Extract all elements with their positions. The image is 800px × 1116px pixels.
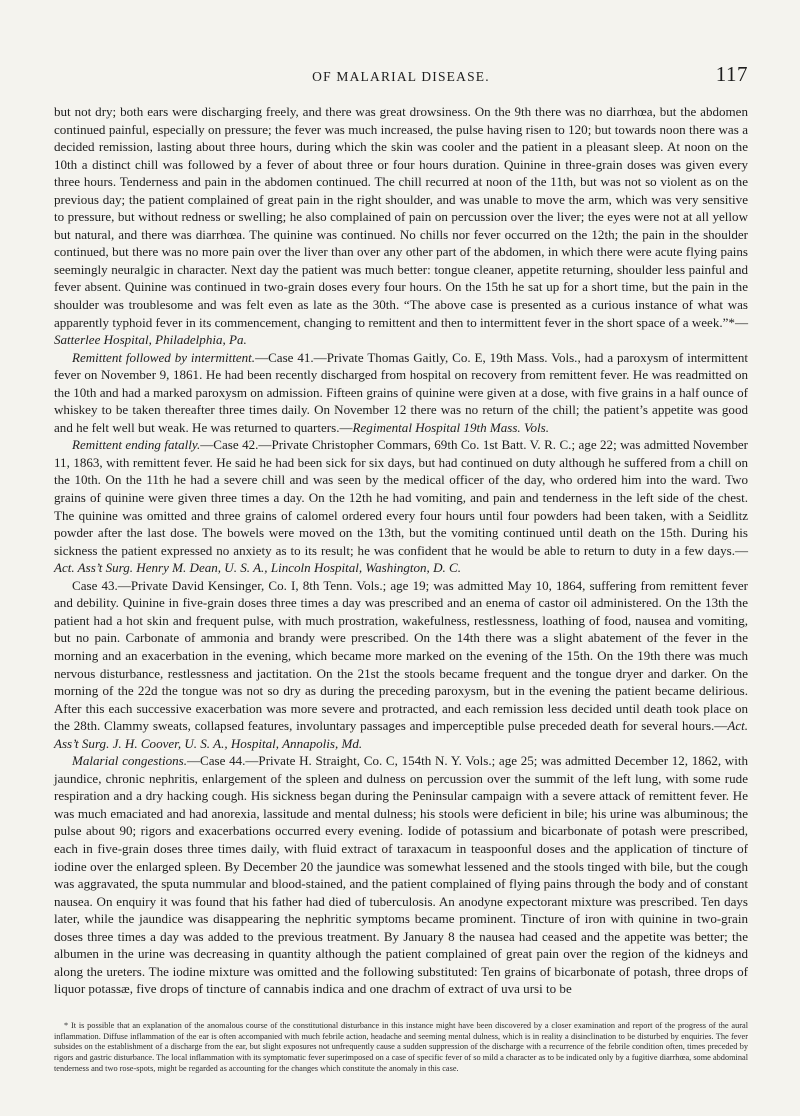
paragraph-case-41 <box>54 349 748 437</box>
paragraph-case-43 <box>54 577 748 752</box>
paragraph-text: but not dry; both ears were discharging freely, and there was great drowsiness. On the 9th there was no diarrhœa, but the abdomen continued painful, especially on pressure; the fever was much increased, the pulse having risen to 120; but towards noon there was a decided remission, lasting about three hours, during which the skin was cooler and the patient in a pleasant sleep. At noon on the 10th a distinct chill was followed by a fever of about three or four hours duration. Quinine in three-grain doses was given every three hours. Tenderness and pain in the abdomen continued. The chill recurred at noon of the 11th, but was not so violent as on the previous day; the patient complained of great pain in the right shoulder, and was unable to move the arm, which was very sensitive to pressure, but without redness or swelling; he also complained of pain on percussion over the liver; the eyes were not at all yellow but natural, and there was diarrhœa. The quinine was continued. No chills nor fever occurred on the 12th; the pain in the shoulder continued, but there was no more pain over the liver than over any other part of the abdomen, in which there were acute flying pains seemingly neuralgic in character. Next day the patient was much better: tongue cleaner, appetite returning, shoulder less painful and fever absent. Quinine was continued in two-grain doses every four hours. On the 15th he sat up for a short time, but the pain in the shoulder was troublesome and was felt even as late as the 30th. “The above case is presented as a curious instance of what was apparently typhoid fever in its commencement, changing to remittent and then to intermittent fever in the short space of a week.”*— <box>54 104 748 330</box>
paragraph-text: —Case 42.—Private Christopher Commars, 69th Co. 1st Batt. V. R. C.; age 22; was admitted November 11, 1863, with remittent fever. He said he had been sick for six days, but had continued on duty although he suffered from a chill on the 10th. On the 11th he had a severe chill and was seen by the medical officer of the day, who ordered him into the ward. Two grains of quinine were given three times a day. On the 12th he had vomiting, and pain and tenderness in the left side of the chest. The quinine was omitted and three grains of calomel ordered every four hours until four powders had been taken, with a Seidlitz powder after the last dose. The bowels were moved on the 13th, but the vomiting continued until death on the 15th. During his sickness the patient expressed no anxiety as to its result; he was confident that he would be able to return to duty in a few days.— <box>54 437 748 558</box>
page-number: 117 <box>715 62 748 86</box>
section-heading: Remittent ending fatally. <box>72 437 201 453</box>
section-heading: Remittent followed by intermittent. <box>72 349 256 365</box>
hospital-attribution: Act. Ass’t Surg. Henry M. Dean, U. S. A., Lincoln Hospital, Washington, D. C. <box>54 560 461 576</box>
footnote: * It is possible that an explanation of the anomalous course of the constitutional disturbance in this instance might have been discovered by a closer examination and report of the progress of the aural inflammation. Diffuse inflammation of the ear is often accompanied with much febrile action, headache and seeming mental dulness, which is in reality a disinclination to be disturbed by enquiries. The fever subsides on the establishment of a discharge from the ear, but slight exposures not unfrequently cause a sudden suppression of the discharge with a recurrence of the febrile condition often, times preceded by rigors and gastric disturbance. The local inflammation with its symptomatic fever superimposed on a case of specific fever of so mild a character as to be indicated only by a fugitive diarrhœa, some abdominal tenderness and two rose-spots, might be regarded as accounting for the changes which constitute the anomaly in this case. <box>54 1021 748 1073</box>
section-heading: Malarial congestions. <box>72 753 187 769</box>
paragraph-case-44 <box>54 752 748 998</box>
hospital-attribution: Regimental Hospital 19th Mass. Vols. <box>352 419 549 435</box>
paragraph-case-42 <box>54 436 748 576</box>
paragraph-text: Case 43.—Private David Kensinger, Co. I, 8th Tenn. Vols.; age 19; was admitted May 10, 1864, suffering from remittent fever and debility. Quinine in five-grain doses three times a day was prescribed and an enema of castor oil administered. On the 13th the patient had a hot skin and frequent pulse, with much prostration, wakefulness, restlessness, loathing of food, nausea and vomiting, but no pain. Carbonate of ammonia and brandy were prescribed. On the 14th there was a slight abatement of the fever in the morning and an exacerbation in the evening, which became more marked on the evening of the 15th. On the 19th there was much nervous disturbance, restlessness and jactitation. On the 21st the stools became frequent and the tongue dryer and darker. On the morning of the 22d the tongue was not so dry as during the preceding paroxysm, but in the evening the patient became delirious. After this each successive exacerbation was more severe and protracted, and each remission less decided until death took place on the 28th. Clammy sweats, collapsed features, involuntary passages and imperceptible pulse preceded death for several hours.— <box>54 577 748 734</box>
page-header <box>54 62 748 92</box>
hospital-attribution: Act. Ass’t Surg. J. H. Coover, U. S. A., Hospital, Annapolis, Md. <box>54 718 748 751</box>
hospital-attribution: Satterlee Hospital, Philadelphia, Pa. <box>54 332 247 348</box>
paragraph-case-40-continued <box>54 103 748 349</box>
paragraph-text: —Case 44.—Private H. Straight, Co. C, 154th N. Y. Vols.; age 25; was admitted December 12, 1862, with jaundice, chronic nephritis, enlargement of the spleen and dulness on percussion over the summit of the left lung, with some rude respiration and a dry hacking cough. His sickness began during the Peninsular campaign with a severe attack of remittent fever. He was much emaciated and had anorexia, lassitude and mental dulness; his stools were deficient in bile; his urine was albuminous; the pulse about 90; rigors and exacerbations occurred every evening. Iodide of potassium and bicarbonate of potash were prescribed, each in five-grain doses three times daily, with fluid extract of taraxacum in teaspoonful doses and the application of tincture of iodine over the enlarged spleen. By December 20 the jaundice was somewhat lessened and the stools tinged with bile, but the cough was aggravated, the sputa nummular and blood-stained, and the patient complained of flying pains through the body and of constant nausea. On enquiry it was found that his father had died of tuberculosis. An anodyne expectorant mixture was prescribed. Ten days later, while the jaundice was disappearing the nephritic symptoms became prominent. Tincture of iron with quinine in two-grain doses three times a day was added to the previous treatment. By January 8 the nausea had ceased and the appetite was better; the albumen in the urine was decreasing in quantity although the patient complained of great pain over the region of the kidneys and along the ureters. The iodine mixture was omitted and the following substituted: Ten grains of bicarbonate of potash, three drops of liquor potassæ, five drops of tincture of cannabis indica and one drachm of extract of uva ursi to be <box>54 753 748 997</box>
running-head: OF MALARIAL DISEASE. <box>312 69 490 84</box>
footnote-area <box>54 1021 748 1075</box>
body-text <box>54 103 748 998</box>
paragraph-text: —Case 41.—Private Thomas Gaitly, Co. E, 19th Mass. Vols., had a paroxysm of intermittent fever on November 9, 1861. He had been recently discharged from hospital on recovery from remittent fever. He was readmitted on the 10th and had a marked paroxysm on admission. Fifteen grains of quinine were given at a dose, with five grains in a half ounce of whiskey to be taken thereafter three times daily. On November 12 there was no return of the chill; the patient’s appetite was good and he felt well but weak. He was returned to quarters.— <box>54 349 748 435</box>
